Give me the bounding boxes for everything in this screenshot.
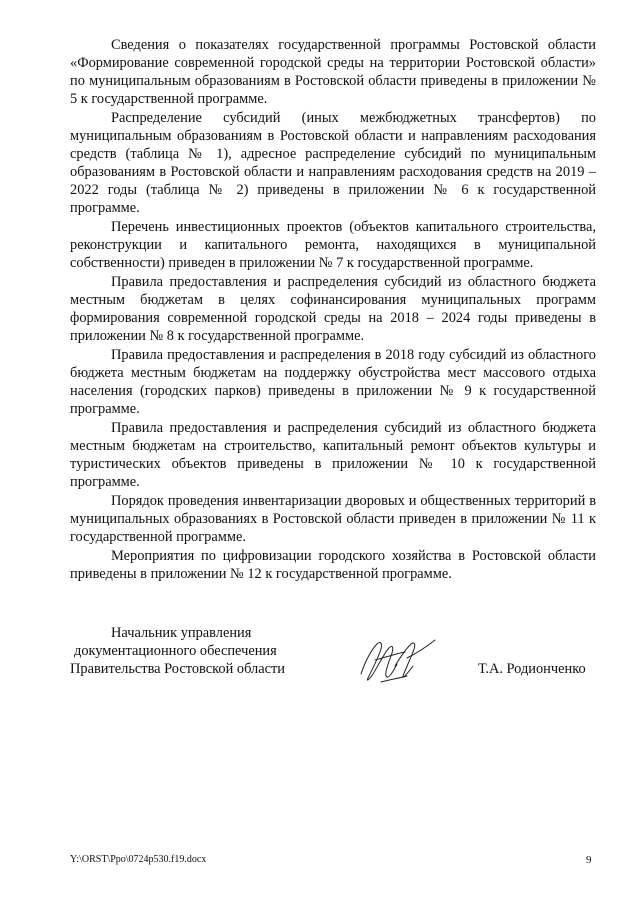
handwritten-signature-icon (355, 630, 440, 690)
document-body (70, 36, 596, 584)
signer-position-line: документационного обеспечения (74, 643, 277, 659)
paragraph-appendix-8: Правила предоставления и распределения субсидий из областного бюджета местным бюджетам в целях софинансирования муниципальных программ формирования современной городской среды на 2018 – 2024 годы приведены в приложении № 8 к государственной программе. (70, 274, 596, 344)
signer-name: Т.А. Родионченко (478, 661, 586, 677)
paragraph-appendix-6: Распределение субсидий (иных межбюджетных трансфертов) по муниципальным образованиям в Ростовской области и направлениям расходования средств (таблица № 1), адресное распределение субсидий по муниципальным образованиям в Ростовской области и направлениям расходования средств на 2019 – 2022 годы (таблица № 2) приведены в приложении № 6 к государственной программе. (70, 110, 596, 216)
paragraph-appendix-5: Сведения о показателях государственной программы Ростовской области «Формирование современной городской среды на территории Ростовской области» по муниципальным образованиям в Ростовской области приведены в приложении № 5 к государственной программе. (70, 37, 596, 107)
paragraph-appendix-9: Правила предоставления и распределения в 2018 году субсидий из областного бюджета местным бюджетам на поддержку обустройства мест массового отдыха населения (городских парков) приведены в приложении № 9 к государственной программе. (70, 347, 596, 417)
paragraph-appendix-7: Перечень инвестиционных проектов (объектов капитального строительства, реконструкции и капитального ремонта, находящихся в муниципальной собственности) приведен в приложении № 7 к государственной программе. (70, 219, 596, 271)
paragraph-appendix-10: Правила предоставления и распределения субсидий из областного бюджета местным бюджетам на строительство, капитальный ремонт объектов культуры и туристических объектов приведены в приложении № 10 к государственной программе. (70, 420, 596, 490)
footer-file-path: Y:\ORST\Ppo\0724p530.f19.docx (70, 854, 207, 865)
signer-position-line: Начальник управления (111, 625, 252, 641)
page-number: 9 (586, 854, 592, 866)
signer-position (70, 624, 310, 678)
paragraph-appendix-11: Порядок проведения инвентаризации дворовых и общественных территорий в муниципальных образованиях в Ростовской области приведен в приложении № 11 к государственной программе. (70, 493, 596, 545)
paragraph-appendix-12: Мероприятия по цифровизации городского хозяйства в Ростовской области приведены в приложении № 12 к государственной программе. (70, 548, 596, 582)
signer-position-line: Правительства Ростовской области (70, 661, 285, 677)
